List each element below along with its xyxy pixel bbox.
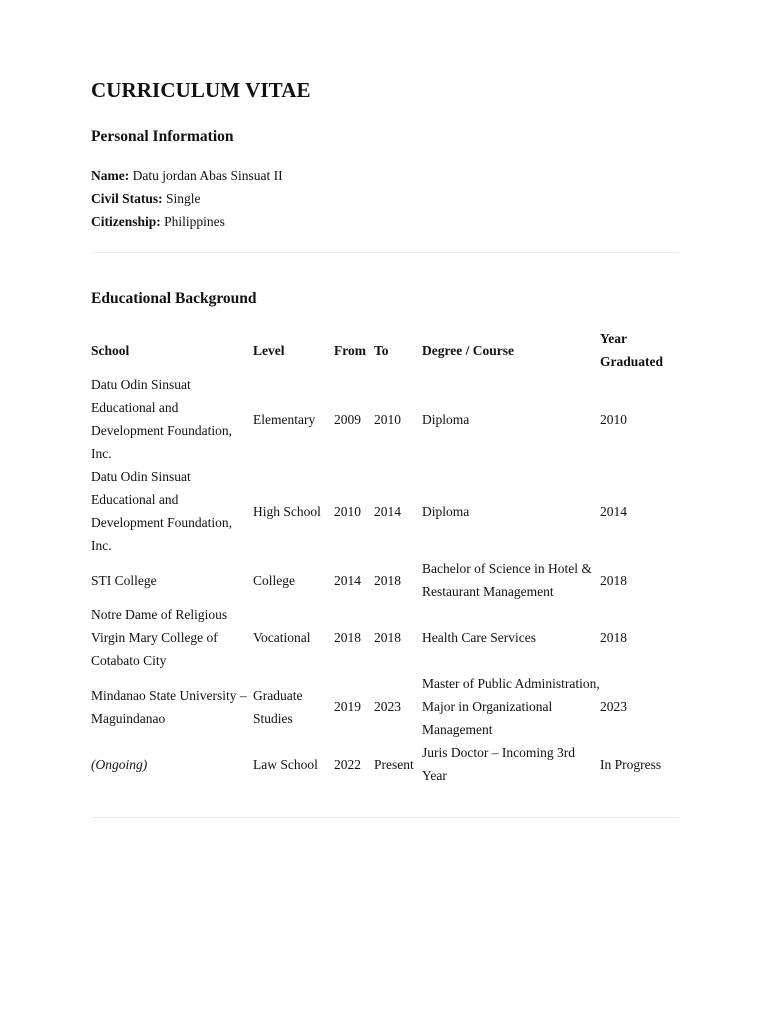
name-value: Datu jordan Abas Sinsuat II xyxy=(132,168,283,183)
civil-status-row xyxy=(91,189,201,209)
level-cell: Elementary xyxy=(253,411,316,427)
table-row xyxy=(91,373,681,465)
table-row xyxy=(91,557,681,603)
school-cell: Datu Odin Sinsuat Educational and Development Foundation, Inc. xyxy=(91,469,232,553)
name-label: Name: xyxy=(91,168,130,183)
table-row xyxy=(91,741,681,787)
to-cell: 2014 xyxy=(374,503,401,519)
civil-status-value: Single xyxy=(166,191,201,206)
school-cell: STI College xyxy=(91,572,157,588)
year-graduated-cell: 2014 xyxy=(600,503,627,519)
column-header-school: School xyxy=(91,342,130,358)
from-cell: 2009 xyxy=(334,411,361,427)
citizenship-row xyxy=(91,212,225,232)
school-cell: (Ongoing) xyxy=(91,756,148,772)
section-divider xyxy=(91,252,679,253)
level-cell: Graduate Studies xyxy=(253,687,303,726)
year-graduated-cell: 2018 xyxy=(600,630,627,645)
level-cell: Law School xyxy=(253,756,318,772)
to-cell: 2018 xyxy=(374,572,401,588)
degree-cell: Juris Doctor – Incoming 3rd Year xyxy=(422,745,575,783)
citizenship-label: Citizenship: xyxy=(91,214,161,229)
education-heading: Educational Background xyxy=(91,290,257,307)
column-header-to: To xyxy=(374,342,389,358)
from-cell: 2014 xyxy=(334,572,361,588)
from-cell: 2010 xyxy=(334,503,361,519)
table-row xyxy=(91,672,681,741)
citizenship-value: Philippines xyxy=(164,214,225,229)
to-cell: 2018 xyxy=(374,630,401,645)
column-header-year-graduated: Year Graduated xyxy=(600,331,664,369)
from-cell: 2018 xyxy=(334,630,361,645)
to-cell: 2010 xyxy=(374,411,401,427)
level-cell: Vocational xyxy=(253,630,311,645)
from-cell: 2022 xyxy=(334,756,361,772)
degree-cell: Health Care Services xyxy=(422,630,536,645)
column-header-level: Level xyxy=(253,342,285,358)
level-cell: High School xyxy=(253,503,321,519)
degree-cell: Master of Public Administration, Major in Organizational Management xyxy=(422,676,600,737)
level-cell: College xyxy=(253,572,295,588)
year-graduated-cell: 2023 xyxy=(600,699,627,714)
column-header-degree: Degree / Course xyxy=(422,342,514,358)
degree-cell: Bachelor of Science in Hotel & Restaurant Management xyxy=(422,561,592,599)
document-title: CURRICULUM VITAE xyxy=(91,78,311,102)
to-cell: Present xyxy=(374,756,414,772)
degree-cell: Diploma xyxy=(422,411,470,427)
column-header-from: From xyxy=(334,342,366,358)
degree-cell: Diploma xyxy=(422,503,470,519)
civil-status-label: Civil Status: xyxy=(91,191,163,206)
year-graduated-cell: 2010 xyxy=(600,411,627,427)
table-row xyxy=(91,603,681,672)
school-cell: Mindanao State University – Maguindanao xyxy=(91,687,247,726)
personal-info-heading: Personal Information xyxy=(91,128,234,145)
table-bottom-divider xyxy=(91,817,679,818)
name-row xyxy=(91,166,283,186)
school-cell: Datu Odin Sinsuat Educational and Development Foundation, Inc. xyxy=(91,377,232,461)
table-row xyxy=(91,465,681,557)
school-cell: Notre Dame of Religious Virgin Mary College of Cotabato City xyxy=(91,607,228,668)
from-cell: 2019 xyxy=(334,699,361,714)
year-graduated-cell: 2018 xyxy=(600,572,627,588)
education-table xyxy=(91,327,681,787)
year-graduated-cell: In Progress xyxy=(600,756,662,772)
to-cell: 2023 xyxy=(374,699,401,714)
table-header-row xyxy=(91,327,681,373)
